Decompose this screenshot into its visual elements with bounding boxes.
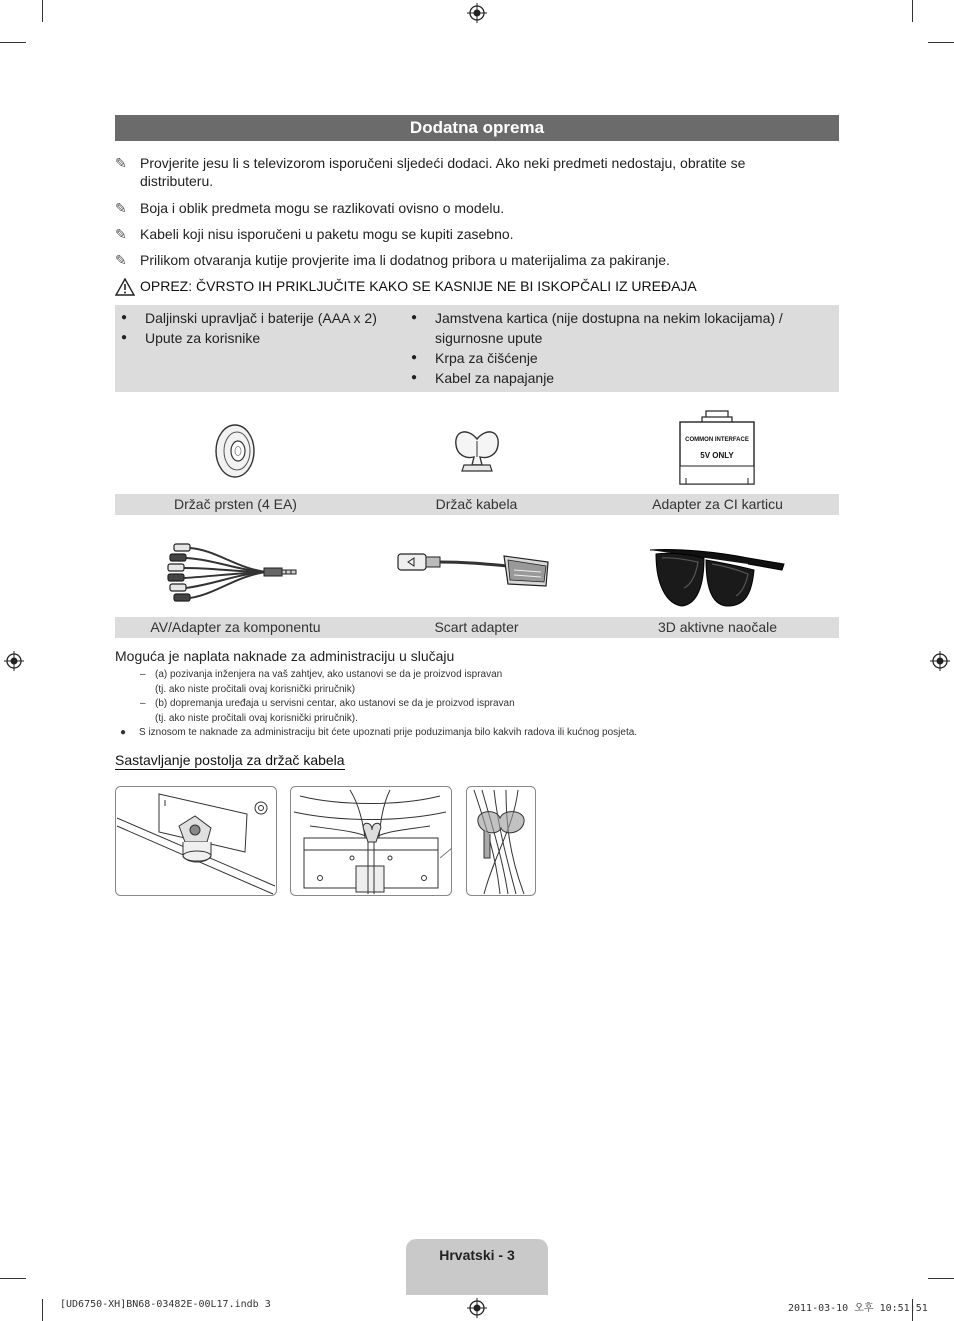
crop-mark [928, 42, 954, 43]
package-contents-box [115, 305, 839, 392]
fees-intro: Moguća je naplata naknade za administraciju u slučaju [115, 648, 455, 664]
accessory-caption: AV/Adapter za komponentu [150, 619, 321, 635]
list-item: ● Krpa za čišćenje [405, 348, 825, 368]
pencil-note-icon: ✎ [115, 200, 127, 216]
note-text: Provjerite jesu li s televizorom isporučeni sljedeći dodaci. Ako neki predmeti nedostaju, obratite se distributeru. [140, 155, 746, 189]
list-item: ● Daljinski upravljač i baterije (AAA x 2) [115, 308, 405, 328]
ci-card-adapter-image [676, 410, 758, 486]
contents-list-left [115, 308, 405, 348]
note-text: Kabeli koji nisu isporučeni u paketu mogu se kupiti zasebno. [140, 226, 514, 242]
fee-item: (b) dopremanja uređaja u servisni centar, ako ustanovi se da je proizvod ispravan [155, 698, 515, 709]
fee-item: (tj. ako niste pročitali ovaj korisnički priručnik) [155, 684, 356, 695]
3d-glasses-image [648, 544, 788, 610]
accessory-caption: Adapter za CI karticu [652, 496, 783, 512]
cable-holder-image [452, 427, 502, 473]
ci-adapter-label-1: COMMON INTERFACE [685, 437, 749, 443]
accessory-caption-row [115, 494, 839, 515]
fee-dash: – [140, 698, 146, 709]
crop-mark [0, 42, 26, 43]
note-item [115, 251, 795, 269]
contents-list-right [405, 308, 825, 388]
crop-mark [42, 1299, 43, 1321]
fee-item: (a) pozivanja inženjera na vaš zahtjev, ako ustanovi se da je proizvod ispravan [155, 669, 503, 680]
registration-mark-icon [4, 651, 24, 671]
warning-triangle-icon [115, 278, 135, 296]
footer-timestamp: 2011-03-10 오후 10:51:51 [788, 1303, 928, 1314]
av-component-adapter-image [156, 540, 306, 610]
crop-mark [928, 1278, 954, 1279]
scart-adapter-image [396, 544, 556, 594]
registration-mark-icon [467, 3, 487, 23]
registration-mark-icon [467, 1298, 487, 1318]
ci-adapter-label-2: 5V ONLY [700, 451, 734, 460]
caution-text: OPREZ: ČVRSTO IH PRIKLJUČITE KAKO SE KASNIJE NE BI ISKOPČALI IZ UREĐAJA [140, 278, 697, 294]
assembly-title: Sastavljanje postolja za držač kabela [115, 752, 345, 768]
accessory-caption: Držač kabela [435, 496, 518, 512]
fee-bullet-mark: ● [120, 727, 127, 738]
pencil-note-icon: ✎ [115, 155, 127, 171]
fee-item: (tj. ako niste pročitali ovaj korisnički priručnik). [155, 713, 358, 724]
note-item [115, 154, 795, 190]
page-number: Hrvatski - 3 [439, 1247, 515, 1263]
section-title: Dodatna oprema [115, 115, 839, 141]
accessory-caption: 3D aktivne naočale [657, 619, 778, 635]
crop-mark [0, 1278, 26, 1279]
assembly-step-3-detail-illustration [466, 786, 536, 896]
ci-card-adapter-outline [676, 410, 758, 486]
fee-dash: – [140, 669, 146, 680]
list-item: ● Jamstvena kartica (nije dostupna na nekim lokacijama) / sigurnosne upute [405, 308, 825, 348]
accessory-caption: Scart adapter [434, 619, 519, 635]
crop-mark [42, 0, 43, 22]
holder-ring-image [212, 422, 258, 480]
registration-mark-icon [930, 651, 950, 671]
note-item [115, 225, 795, 243]
fee-bullet: S iznosom te naknade za administraciju bit ćete upoznati prije poduzimanja bilo kakvih radova ili kućnog posjeta. [139, 727, 638, 738]
assembly-step-1-illustration [115, 786, 277, 896]
list-item: ● Upute za korisnike [115, 328, 405, 348]
pencil-note-icon: ✎ [115, 226, 127, 242]
pencil-note-icon: ✎ [115, 252, 127, 268]
list-item: ● Kabel za napajanje [405, 368, 825, 388]
footer-file-info: [UD6750-XH]BN68-03482E-00L17.indb 3 [60, 1299, 271, 1310]
crop-mark [912, 0, 913, 22]
note-item [115, 199, 795, 217]
page-number-tab [406, 1239, 548, 1295]
note-text: Prilikom otvaranja kutije provjerite ima li dodatnog pribora u materijalima za pakiranje. [140, 252, 670, 268]
assembly-step-2-illustration [290, 786, 452, 896]
accessory-caption: Držač prsten (4 EA) [174, 496, 297, 512]
note-text: Boja i oblik predmeta mogu se razlikovati ovisno o modelu. [140, 200, 505, 216]
accessory-caption-row [115, 617, 839, 638]
